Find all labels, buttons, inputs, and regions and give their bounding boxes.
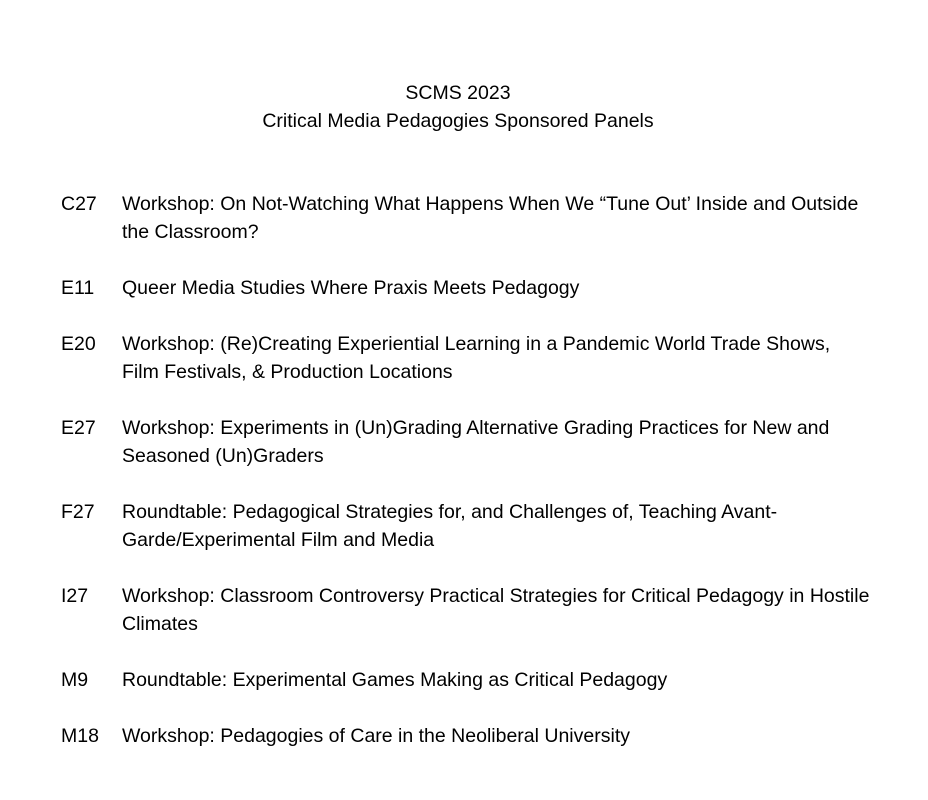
panel-title: Workshop: Pedagogies of Care in the Neoliberal University bbox=[122, 725, 630, 747]
panel-title: Queer Media Studies Where Praxis Meets Pedagogy bbox=[122, 277, 580, 299]
document-subtitle: Critical Media Pedagogies Sponsored Panels bbox=[262, 110, 654, 132]
panel-item bbox=[61, 582, 871, 638]
panel-list bbox=[61, 190, 871, 750]
panel-title: Workshop: On Not-Watching What Happens When We “Tune Out’ Inside and Outside the Classroom? bbox=[122, 193, 859, 243]
panel-item bbox=[61, 190, 871, 246]
document-header bbox=[0, 79, 916, 135]
panel-code: M9 bbox=[61, 669, 89, 691]
panel-item bbox=[61, 274, 871, 302]
panel-item bbox=[61, 330, 871, 386]
panel-code: E20 bbox=[61, 333, 96, 355]
panel-title: Workshop: Experiments in (Un)Grading Alternative Grading Practices for New and Seasoned (Un)Graders bbox=[122, 417, 830, 467]
panel-title: Workshop: Classroom Controversy Practical Strategies for Critical Pedagogy in Hostile Climates bbox=[122, 585, 870, 635]
panel-title: Roundtable: Pedagogical Strategies for, and Challenges of, Teaching Avant-Garde/Experimental Film and Media bbox=[122, 501, 778, 551]
panel-code: M18 bbox=[61, 725, 99, 747]
panel-code: C27 bbox=[61, 193, 97, 215]
panel-item bbox=[61, 666, 871, 694]
conference-title: SCMS 2023 bbox=[405, 82, 511, 104]
panel-code: E27 bbox=[61, 417, 96, 439]
panel-title: Roundtable: Experimental Games Making as Critical Pedagogy bbox=[122, 669, 668, 691]
panel-item bbox=[61, 498, 871, 554]
panel-code: I27 bbox=[61, 585, 89, 607]
panel-item bbox=[61, 414, 871, 470]
panel-code: E11 bbox=[61, 277, 95, 299]
panel-title: Workshop: (Re)Creating Experiential Learning in a Pandemic World Trade Shows, Film Festivals, & Production Locations bbox=[122, 333, 831, 383]
panel-code: F27 bbox=[61, 501, 95, 523]
panel-item bbox=[61, 722, 871, 750]
